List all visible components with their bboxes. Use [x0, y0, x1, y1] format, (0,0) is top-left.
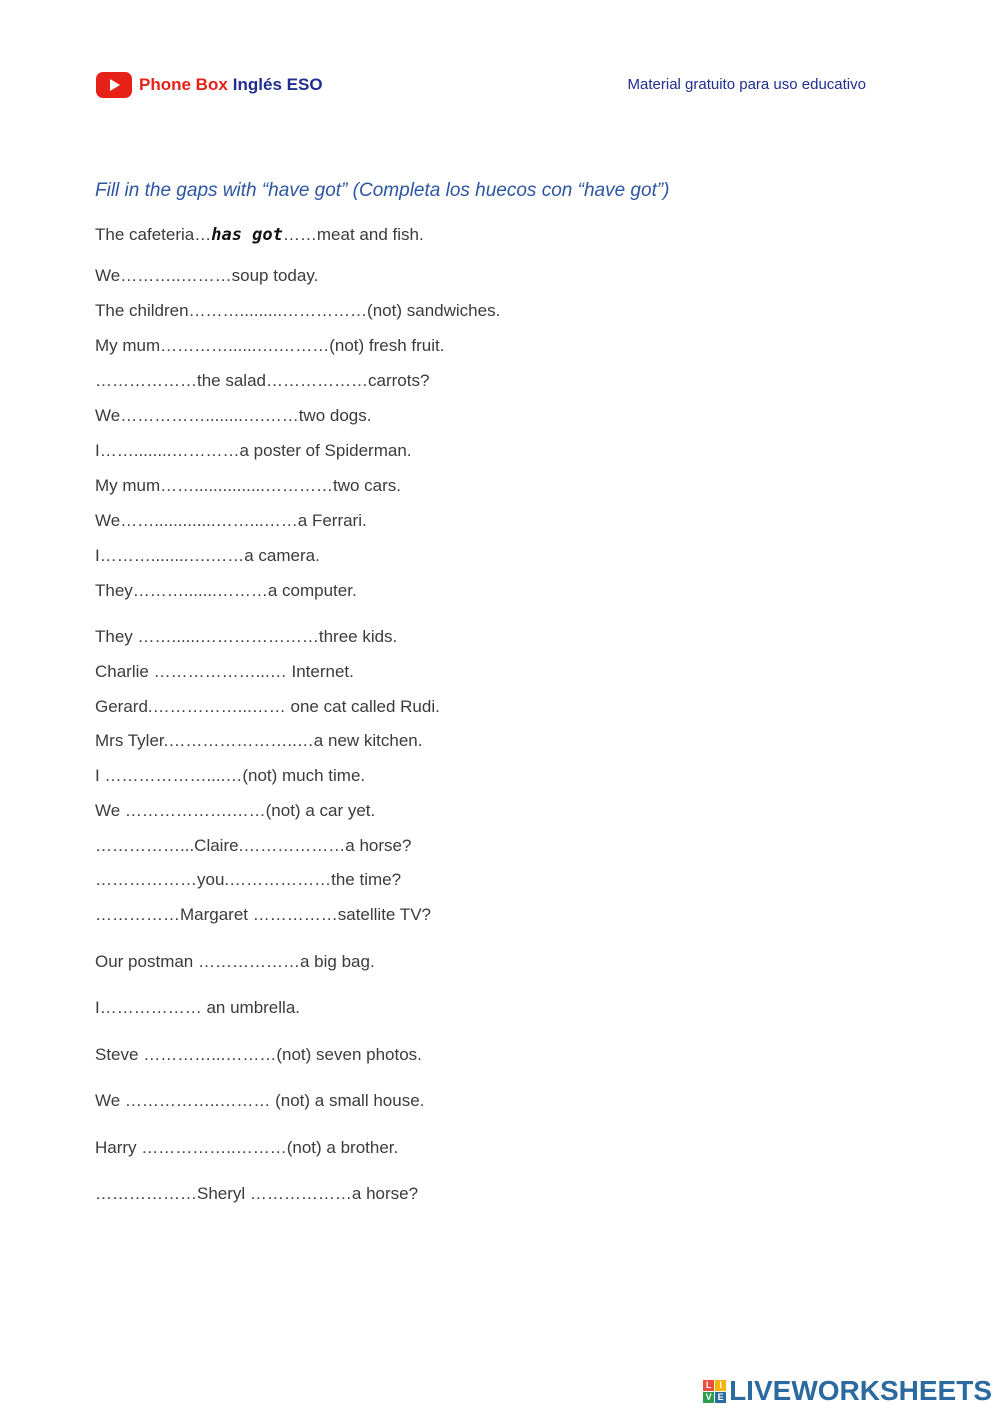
brand — [96, 72, 323, 98]
exercise-line[interactable]: I ………………....…(not) much time. — [95, 766, 366, 785]
exercise-line[interactable]: Charlie ………………...… Internet. — [95, 662, 354, 681]
page-header — [96, 72, 866, 100]
logo-letter: L — [703, 1380, 714, 1391]
exercise-line[interactable]: We…….............……...……a Ferrari. — [95, 511, 367, 530]
exercise-line[interactable]: I……………… an umbrella. — [95, 998, 300, 1017]
exercise-line[interactable]: ………………the salad………………carrots? — [95, 371, 430, 390]
exercise-line[interactable]: The children……….........……………(not) sandwiches. — [95, 301, 501, 320]
exercise-line[interactable]: They ……......…………………three kids. — [95, 627, 398, 646]
exercise-line[interactable]: Gerard.……………...…… one cat called Rudi. — [95, 697, 440, 716]
example-sentence — [95, 225, 424, 245]
exercise-line[interactable]: We………..………soup today. — [95, 266, 319, 285]
exercise-line[interactable]: We ……………..……… (not) a small house. — [95, 1091, 425, 1110]
exercise-line[interactable]: ……………Margaret ……………satellite TV? — [95, 905, 431, 924]
brand-name-blue: Inglés ESO — [232, 75, 323, 94]
exercise-line[interactable]: I……........…………a poster of Spiderman. — [95, 441, 412, 460]
exercise-instruction: Fill in the gaps with “have got” (Completa los huecos con “have got”) — [95, 180, 670, 201]
exercise-line[interactable]: Steve …………...………(not) seven photos. — [95, 1045, 422, 1064]
logo-letter: V — [703, 1392, 714, 1403]
example-after: ……meat and fish. — [282, 225, 424, 244]
exercise-line[interactable]: They……….......………a computer. — [95, 581, 357, 600]
exercise-line[interactable]: I………........….……a camera. — [95, 546, 320, 565]
example-before: The cafeteria… — [95, 225, 212, 244]
exercise-line[interactable]: ………………Sheryl ………………a horse? — [95, 1184, 419, 1203]
exercise-line[interactable]: Harry ……………..………(not) a brother. — [95, 1138, 399, 1157]
exercise-line[interactable]: My mum…………......….………(not) fresh fruit. — [95, 336, 445, 355]
liveworksheets-logo — [703, 1375, 992, 1407]
logo-letter: E — [715, 1392, 726, 1403]
exercise-line[interactable]: ………………you.………………the time? — [95, 870, 402, 889]
header-tagline: Material gratuito para uso educativo — [627, 76, 866, 93]
youtube-play-icon — [96, 72, 132, 98]
logo-letter: I — [715, 1380, 726, 1391]
exercise-line[interactable]: Our postman ………………a big bag. — [95, 952, 375, 971]
brand-name-red: Phone Box — [139, 75, 228, 94]
exercise-line[interactable]: We……………........….……two dogs. — [95, 406, 372, 425]
exercise-line[interactable]: We ……………….……(not) a car yet. — [95, 801, 376, 820]
exercise-line[interactable]: Mrs Tyler.…………………..…a new kitchen. — [95, 731, 423, 750]
logo-text: LIVEWORKSHEETS — [729, 1375, 992, 1406]
exercise-line[interactable]: ……………...Claire.………………a horse? — [95, 836, 412, 855]
example-answer: has got — [211, 225, 283, 245]
logo-grid-icon — [703, 1380, 726, 1403]
exercise-line[interactable]: My mum……...............…………two cars. — [95, 476, 402, 495]
